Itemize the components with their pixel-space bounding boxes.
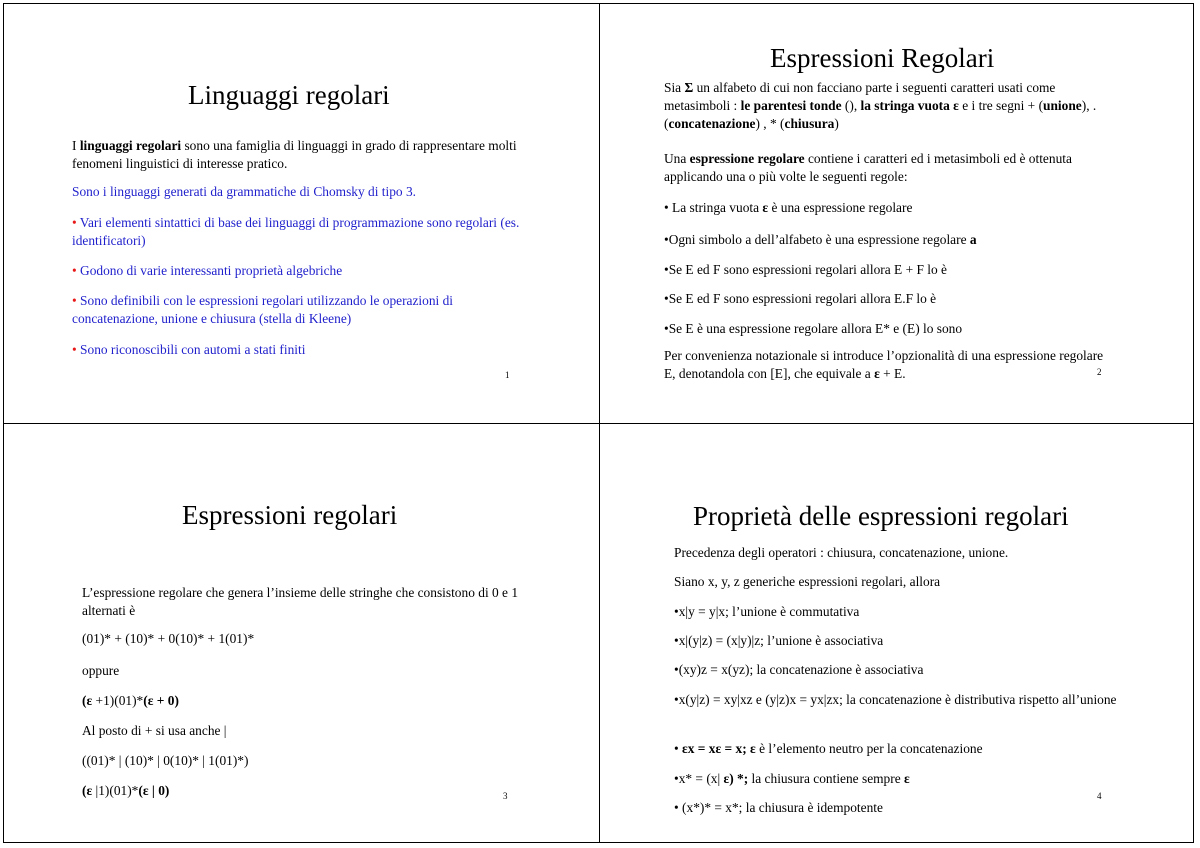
slide-4-line-8: •x* = (x| ε) *; la chiusura contiene sempre ε <box>674 771 910 786</box>
slide-3-expression-1: (01)* + (10)* + 0(10)* + 1(01)* <box>82 631 255 646</box>
horizontal-divider <box>3 423 1194 424</box>
slide-4-line-2: Siano x, y, z generiche espressioni regolari, allora <box>674 574 941 589</box>
slide-1-bullet-4: • Sono riconoscibili con automi a stati finiti <box>72 342 306 357</box>
slide-2-number: 2 <box>1097 367 1102 377</box>
slide-4-line-4: •x|(y|z) = (x|y)|z; l’unione è associativa <box>674 633 884 648</box>
slide-3-pipe-note: Al posto di + si usa anche | <box>82 723 227 738</box>
slide-3-paragraph-1: L’espressione regolare che genera l’insieme delle stringhe che consistono di 0 e 1 alternati è <box>82 585 519 618</box>
slide-4-line-5: •(xy)z = x(yz); la concatenazione è associativa <box>674 662 924 677</box>
slide-2-rule-4: •Se E ed F sono espressioni regolari allora E.F lo è <box>664 291 937 306</box>
slide-4-line-3: •x|y = y|x; l’unione è commutativa <box>674 604 860 619</box>
slide-2-optional-paragraph: Per convenienza notazionale si introduce l’opzionalità di una espressione regolare E, denotandola con [E], che equivale a ε + E. <box>664 348 1104 381</box>
slide-3-expression-3: ((01)* | (10)* | 0(10)* | 1(01)*) <box>82 753 249 768</box>
slide-4-line-1: Precedenza degli operatori : chiusura, concatenazione, unione. <box>674 545 1009 560</box>
slide-2-definition-paragraph: Una espressione regolare contiene i caratteri ed i metasimboli ed è ottenuta applicando una o più volte le seguenti regole: <box>664 151 1072 184</box>
slide-2-rule-3: •Se E ed F sono espressioni regolari allora E + F lo è <box>664 262 947 277</box>
slide-2-title: Espressioni Regolari <box>770 43 995 73</box>
slide-1-title: Linguaggi regolari <box>188 80 390 110</box>
slide-3-title: Espressioni regolari <box>182 500 398 530</box>
slide-1-bullet-1: • Vari elementi sintattici di base dei linguaggi di programmazione sono regolari (es. identificatori) <box>72 215 520 248</box>
slide-4-line-9: • (x*)* = x*; la chiusura è idempotente <box>674 800 883 815</box>
slide-3-number: 3 <box>503 791 508 801</box>
slide-4-number: 4 <box>1097 791 1102 801</box>
slide-3-expression-2: (ε +1)(01)*(ε + 0) <box>82 693 179 708</box>
slide-3-oppure: oppure <box>82 663 120 678</box>
slide-1-chomsky-line: Sono i linguaggi generati da grammatiche di Chomsky di tipo 3. <box>72 184 417 199</box>
slide-2-rule-2: •Ogni simbolo a dell’alfabeto è una espressione regolare a <box>664 232 977 247</box>
slide-4-line-6: •x(y|z) = xy|xz e (y|z)x = yx|zx; la concatenazione è distributiva rispetto all’unione <box>674 692 1117 707</box>
slide-1-bullet-3: • Sono definibili con le espressioni regolari utilizzando le operazioni di concatenazione, unione e chiusura (stella di Kleene) <box>72 293 454 326</box>
slide-4-line-7: • εx = xε = x; ε è l’elemento neutro per la concatenazione <box>674 741 983 756</box>
slide-1-bullet-2: • Godono di varie interessanti proprietà algebriche <box>72 263 343 278</box>
slide-1-intro: I linguaggi regolari sono una famiglia di linguaggi in grado di rappresentare molti fenomeni linguistici di interesse pratico. <box>72 138 517 171</box>
slide-2-alphabet-paragraph: Sia Σ un alfabeto di cui non facciano parte i seguenti caratteri usati come metasimboli : le parentesi tonde (), la stringa vuota ε e i tre segni + (unione), . (concatenazione) , * (chiusura) <box>664 80 1097 131</box>
slide-4-title: Proprietà delle espressioni regolari <box>693 501 1069 531</box>
slide-3-expression-4: (ε |1)(01)*(ε | 0) <box>82 783 170 798</box>
slide-1-number: 1 <box>505 370 510 380</box>
slide-2-rule-5: •Se E è una espressione regolare allora E* e (E) lo sono <box>664 321 963 336</box>
slide-2-rule-1: • La stringa vuota ε è una espressione regolare <box>664 200 913 215</box>
